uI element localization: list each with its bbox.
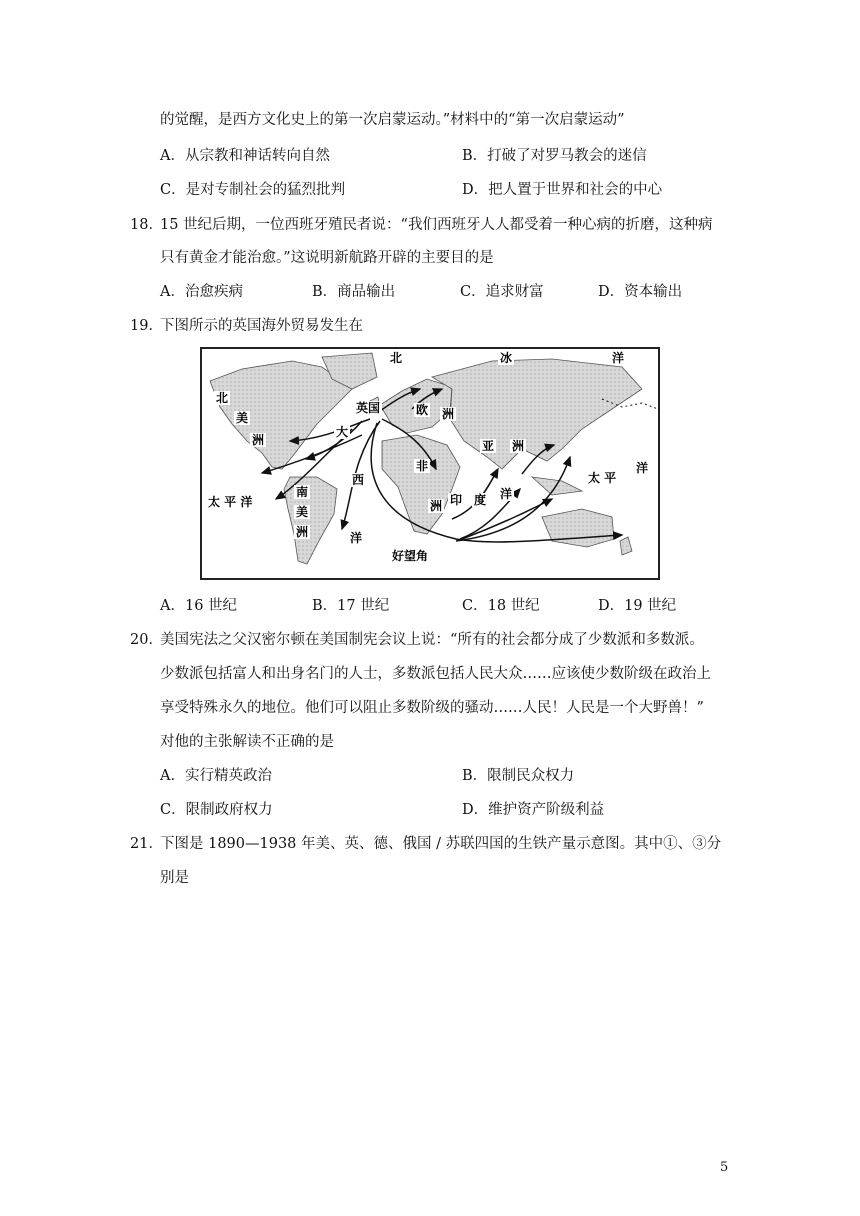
page-number: 5: [720, 1160, 729, 1175]
new-zealand-landmass: [620, 537, 632, 555]
map-label-india-yang: 洋: [500, 487, 513, 501]
map-label-cape-of-good-hope: 好望角: [392, 549, 429, 563]
q20-option-a: A．实行精英政治: [160, 768, 272, 784]
q20-option-b: B．限制民众权力: [462, 768, 575, 784]
q17-option-c: C．是对专制社会的猛烈批判: [160, 182, 346, 198]
q20-stem-line-3: 享受特殊永久的地位。他们可以阻止多数阶级的骚动……人民！人民是一个大野兽！”: [160, 700, 704, 716]
map-label-na-zhou: 洲: [252, 433, 265, 447]
map-label-atlantic-yang: 洋: [350, 531, 363, 545]
q17-option-b: B．打破了对罗马教会的迷信: [462, 148, 647, 164]
q19-number: 19．: [130, 318, 163, 334]
q18-stem-line-2: 只有黄金才能治愈。”这说明新航路开辟的主要目的是: [160, 250, 494, 266]
map-label-britain: 英国: [356, 401, 381, 415]
q18-option-c: C．追求财富: [460, 284, 544, 300]
q19-option-a: A．16 世纪: [160, 598, 238, 614]
map-label-europe-ou: 欧: [416, 403, 429, 417]
q19-option-d: D．19 世纪: [598, 598, 677, 614]
q21-stem-line-1: 下图是 1890—1938 年美、英、德、俄国 / 苏联四国的生铁产量示意图。其中①、③分: [160, 836, 722, 852]
q21-stem-line-2: 别是: [160, 870, 189, 886]
map-label-africa-zhou: 洲: [430, 499, 443, 513]
map-label-pacific-left: 太 平 洋: [208, 495, 253, 509]
map-label-india-du: 度: [474, 493, 487, 507]
q17-option-d: D．把人置于世界和社会的中心: [462, 182, 663, 198]
map-label-sa-zhou: 洲: [296, 525, 309, 539]
map-label-sa-nan: 南: [296, 485, 309, 499]
q18-option-b: B．商品输出: [312, 284, 396, 300]
africa-landmass: [382, 435, 460, 534]
map-label-africa-fei: 非: [416, 459, 429, 473]
q20-stem-line-2: 少数派包括富人和出身名门的人士，多数派包括人民大众……应该使少数阶级在政治上: [160, 666, 711, 682]
q18-number: 18．: [130, 217, 163, 233]
map-label-ocean-top: 洋: [612, 351, 625, 365]
map-label-sa-mei: 美: [296, 505, 309, 519]
south-america-landmass: [284, 477, 337, 564]
q20-number: 20．: [130, 632, 163, 648]
q20-option-c: C．限制政府权力: [160, 802, 273, 818]
q18-stem-line-1: 15 世纪后期，一位西班牙殖民者说：“我们西班牙人人都受着一种心病的折磨，这种病: [160, 217, 713, 233]
q20-option-d: D．维护资产阶级利益: [462, 802, 605, 818]
q19-option-c: C．18 世纪: [462, 598, 540, 614]
map-label-north: 北: [390, 351, 403, 365]
q20-stem-line-4: 对他的主张解读不正确的是: [160, 734, 334, 750]
map-label-india-yin: 印: [450, 493, 463, 507]
north-america-landmass: [210, 361, 352, 469]
southeast-asia-islands: [532, 477, 582, 495]
map-label-asia-ya: 亚: [482, 439, 495, 453]
map-label-asia-zhou: 洲: [512, 439, 525, 453]
map-label-pacific-right-yang: 洋: [636, 461, 649, 475]
q17-stem-continuation: 的觉醒，是西方文化史上的第一次启蒙运动。”材料中的“第一次启蒙运动”: [160, 112, 625, 128]
trade-route-world-map: [200, 347, 660, 580]
map-label-europe-zhou: 洲: [442, 407, 455, 421]
q18-option-d: D．资本输出: [598, 284, 683, 300]
map-label-na-north: 北: [216, 391, 229, 405]
q19-stem: 下图所示的英国海外贸易发生在: [160, 318, 363, 334]
australia-landmass: [542, 509, 614, 547]
map-label-pacific-right-tai: 太 平: [588, 471, 617, 485]
asia-landmass: [432, 359, 642, 469]
q21-number: 21．: [130, 836, 163, 852]
q18-option-a: A．治愈疾病: [160, 284, 243, 300]
map-label-atlantic-da: 大: [336, 425, 349, 439]
map-label-na-mei: 美: [236, 411, 249, 425]
q20-stem-line-1: 美国宪法之父汉密尔顿在美国制宪会议上说：“所有的社会都分成了少数派和多数派。: [160, 632, 704, 648]
map-label-ice: 冰: [500, 351, 513, 365]
q17-option-a: A．从宗教和神话转向自然: [160, 148, 330, 164]
q19-option-b: B．17 世纪: [312, 598, 390, 614]
map-label-xi: 西: [352, 473, 365, 487]
